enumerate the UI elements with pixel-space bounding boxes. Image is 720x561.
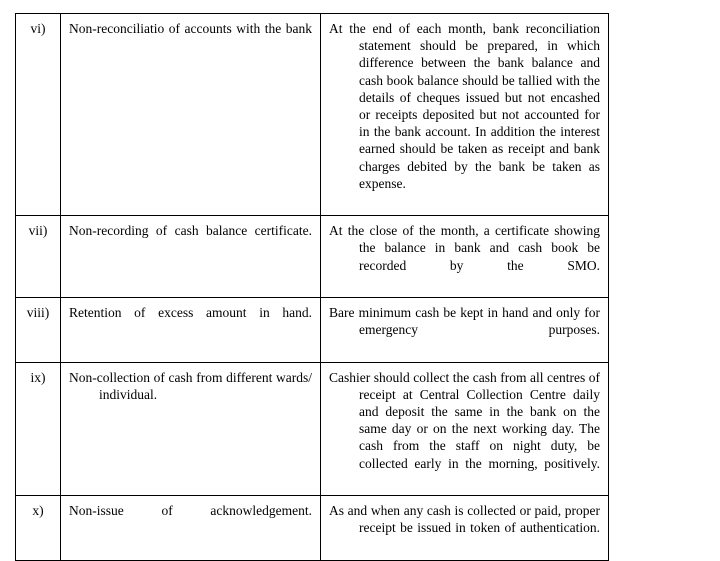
row-serial-cell [16, 496, 61, 561]
deficiency-text: Non-reconciliatio of accounts with the bank [69, 21, 312, 36]
deficiency-action-table [15, 13, 609, 561]
table-row [16, 496, 609, 561]
row-action-cell [321, 14, 609, 216]
table-row [16, 14, 609, 216]
table-row [16, 362, 609, 495]
table-row [16, 298, 609, 363]
action-text: Bare minimum cash be kept in hand and only for emergency purposes. [329, 305, 600, 338]
action-text: As and when any cash is collected or paid, proper receipt be issued in token of authentication. [329, 503, 600, 536]
deficiency-text: Retention of excess amount in hand. [69, 305, 312, 321]
row-serial-number: vii) [28, 223, 48, 239]
action-text-wrapper [321, 298, 608, 362]
deficiency-text-wrapper [61, 298, 320, 344]
deficiency-text-wrapper [61, 14, 320, 60]
action-text: At the end of each month, bank reconciliation statement should be prepared, in which difference between the bank balance and cash book balance should be tallied with the details of cheques issued but not encashed or receipts deposited but not accounted for in the bank account. In addition the interest earned should be taken as receipt and bank charges debited by the bank be taken as expense. [329, 21, 600, 191]
table-row [16, 216, 609, 298]
action-text-wrapper [321, 363, 608, 495]
deficiency-text-wrapper [61, 363, 320, 427]
action-text-wrapper [321, 496, 608, 560]
action-text: Cashier should collect the cash from all centres of receipt at Central Collection Centre daily and deposit the same in the bank on the same day or on the next working day. The cash from the staff on night duty, be collected early in the morning, positively. [329, 369, 600, 471]
row-action-cell [321, 362, 609, 495]
deficiency-text: Non-recording of cash balance certificate. [69, 223, 312, 239]
action-text-wrapper [321, 216, 608, 297]
row-serial-number: x) [32, 503, 44, 519]
row-serial-cell [16, 14, 61, 216]
row-action-cell [321, 298, 609, 363]
row-serial-cell [16, 216, 61, 298]
row-deficiency-cell [61, 14, 321, 216]
deficiency-text-wrapper [61, 496, 320, 542]
action-text: At the close of the month, a certificate showing the balance in bank and cash book be recorded by the SMO. [329, 223, 600, 273]
deficiency-text: Non-collection of cash from different wards/ individual. [69, 369, 312, 402]
row-action-cell [321, 496, 609, 561]
action-text-wrapper [321, 14, 608, 215]
row-serial-number: viii) [26, 305, 50, 321]
row-deficiency-cell [61, 362, 321, 495]
deficiency-text-wrapper [61, 216, 320, 262]
row-deficiency-cell [61, 298, 321, 363]
row-serial-cell [16, 298, 61, 363]
row-action-cell [321, 216, 609, 298]
row-serial-cell [16, 362, 61, 495]
row-serial-number: ix) [30, 369, 46, 385]
row-deficiency-cell [61, 216, 321, 298]
deficiency-text: Non-issue of acknowledgement. [69, 503, 312, 519]
row-serial-number: vi) [30, 21, 46, 36]
row-deficiency-cell [61, 496, 321, 561]
